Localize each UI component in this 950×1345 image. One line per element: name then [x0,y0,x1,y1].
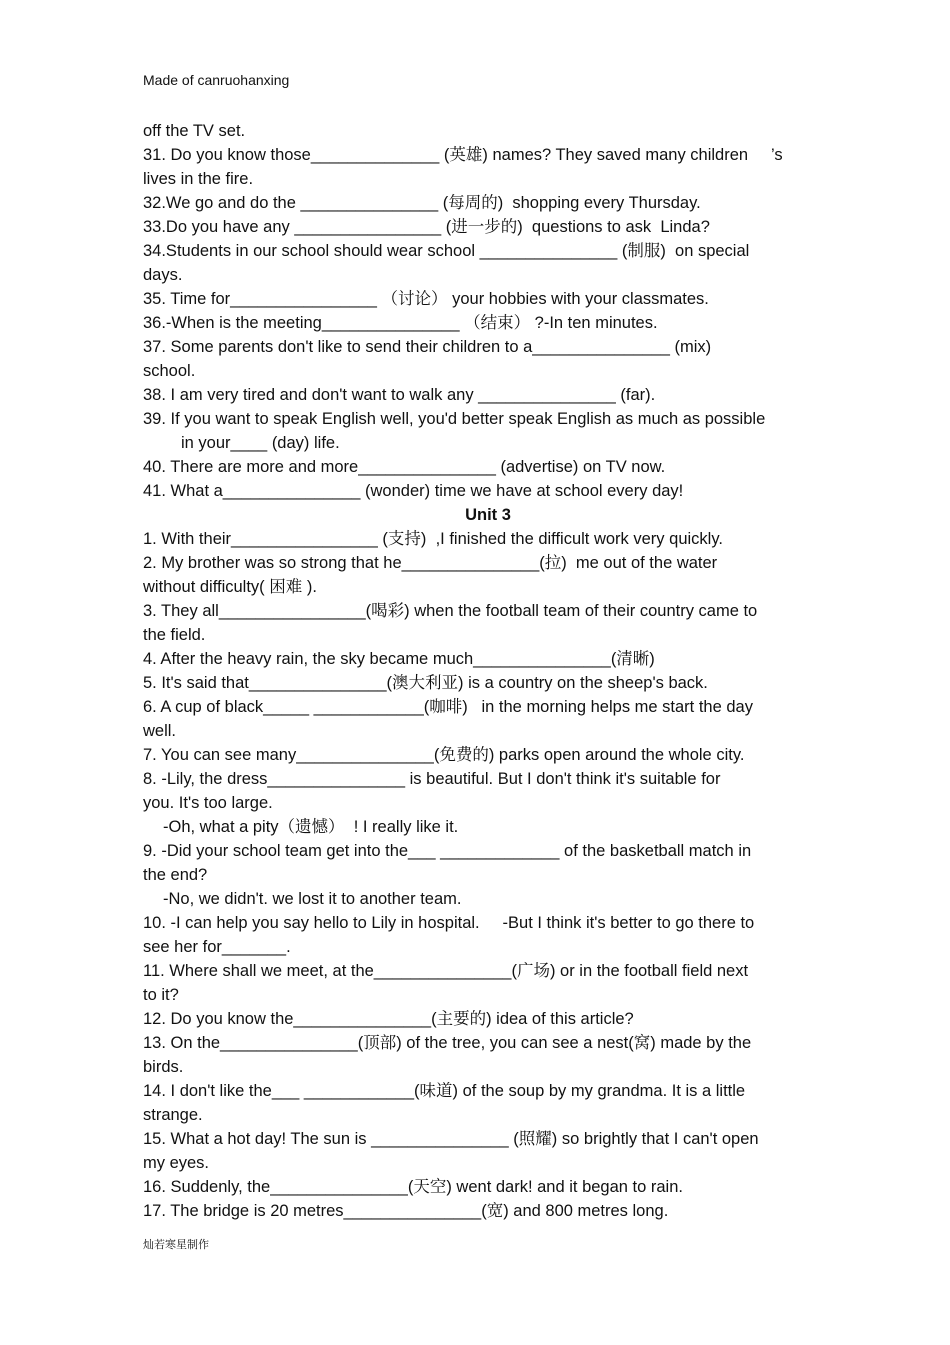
exercise-line: 41. What a_______________ (wonder) time we have at school every day! [143,482,684,500]
exercise-line: 16. Suddenly, the_______________(天空) went dark! and it began to rain. [143,1178,683,1196]
exercise-line: 37. Some parents don't like to send their children to a_______________ (mix) [143,338,712,356]
exercise-line: to it? [143,986,179,1004]
exercise-line: 13. On the_______________(顶部) of the tree, you can see a nest(窝) made by the [143,1034,752,1052]
exercise-line: 35. Time for________________ （讨论） your hobbies with your classmates. [143,290,709,308]
exercise-line: off the TV set. [143,122,246,140]
exercise-line: 11. Where shall we meet, at the_______________(广场) or in the football field next [143,962,749,980]
exercise-line: 14. I don't like the___ ____________(味道) of the soup by my grandma. It is a little [143,1082,746,1100]
exercise-line: 5. It's said that_______________(澳大利亚) is a country on the sheep's back. [143,674,708,692]
exercise-line: 1. With their________________ (支持) ,I finished the difficult work very quickly. [143,530,723,548]
exercise-line: well. [143,722,177,740]
exercise-line: 4. After the heavy rain, the sky became much_______________(清晰) [143,650,655,668]
exercise-line: lives in the fire. [143,170,254,188]
exercise-line: see her for_______. [143,938,291,956]
exercise-line: 9. -Did your school team get into the___ _____________ of the basketball match in [143,842,752,860]
exercise-line: 17. The bridge is 20 metres_______________(宽) and 800 metres long. [143,1202,669,1220]
exercise-line: 15. What a hot day! The sun is _______________ (照耀) so brightly that I can't open [143,1130,759,1148]
exercise-line: days. [143,266,183,284]
page-footer: 灿若寒星制作 [143,1239,209,1251]
exercise-line: 7. You can see many_______________(免费的) parks open around the whole city. [143,746,745,764]
exercise-line: 31. Do you know those______________ (英雄) names? They saved many children ’s [143,146,783,164]
exercise-line: you. It's too large. [143,794,273,812]
exercise-line: without difficulty( 困难 ). [143,578,317,596]
exercise-line: -Oh, what a pity（遗憾） ! I really like it. [163,818,459,836]
exercise-line: 36.-When is the meeting_______________ （结束） ?-In ten minutes. [143,314,658,332]
exercise-line: strange. [143,1106,203,1124]
exercise-line: birds. [143,1058,184,1076]
exercise-line: 39. If you want to speak English well, you'd better speak English as much as possible [143,410,766,428]
exercise-line: 2. My brother was so strong that he_______________(拉) me out of the water [143,554,718,572]
exercise-line: school. [143,362,196,380]
exercise-line: 33.Do you have any ________________ (进一步的) questions to ask Linda? [143,218,710,236]
exercise-line: the end? [143,866,208,884]
exercise-line: 12. Do you know the_______________(主要的) idea of this article? [143,1010,634,1028]
exercise-line: -No, we didn't. we lost it to another team. [163,890,462,908]
exercise-line: 6. A cup of black_____ ____________(咖啡) in the morning helps me start the day [143,698,753,716]
exercise-line: my eyes. [143,1154,210,1172]
exercise-line: 38. I am very tired and don't want to walk any _______________ (far). [143,386,656,404]
exercise-line: 40. There are more and more_______________ (advertise) on TV now. [143,458,666,476]
page-header: Made of canruohanxing [143,72,290,88]
exercise-line: 10. -I can help you say hello to Lily in hospital. -But I think it's better to go there to [143,914,755,932]
exercise-line: in your____ (day) life. [181,434,340,452]
exercise-line: 3. They all________________(喝彩) when the football team of their country came to [143,602,758,620]
section-heading-unit-3: Unit 3 [465,506,511,524]
exercise-line: 8. -Lily, the dress_______________ is beautiful. But I don't think it's suitable for [143,770,721,788]
exercise-content [143,119,833,1223]
exercise-line: 34.Students in our school should wear school _______________ (制服) on special [143,242,750,260]
exercise-line: 32.We go and do the _______________ (每周的) shopping every Thursday. [143,194,701,212]
exercise-line: the field. [143,626,206,644]
